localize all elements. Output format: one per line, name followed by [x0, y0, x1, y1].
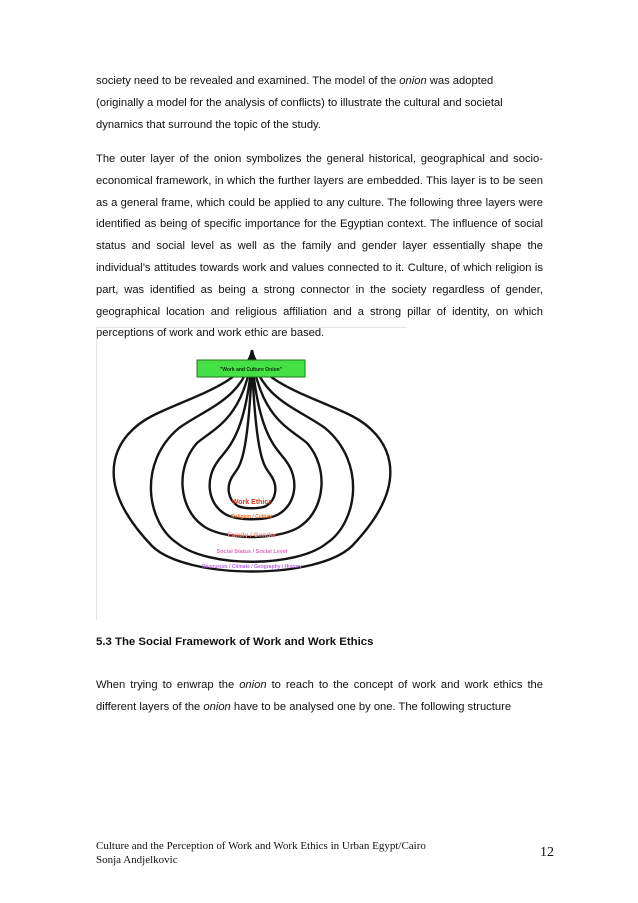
- layer-label-resources: Resources / Climate / Geography / History: [202, 564, 302, 570]
- intro-text-2: was adopted (originally a model for the analysis of conflicts) to illustrate the cultural and societal dynamics that surround the topic of the study.: [96, 75, 503, 131]
- intro-text-1: society need to be revealed and examined. The model of the: [96, 75, 400, 87]
- layer-label-social-status: Social Status / Social Level: [216, 549, 288, 555]
- onion-description-paragraph: The outer layer of the onion symbolizes the general historical, geographical and socio-economical framework, in which the further layers are embedded. This layer is to be seen as a general frame, which could be applied to any culture. The following three layers were identified as being of specific importance for the Egyptian context. The influence of social status and social level as well as the family and gender layer essentially shape the individual’s attitudes towards work and values connected to it. Culture, of which religion is part, was identified as being a strong connector in the society regardless of gender, geographical location and religious affiliation and a strong pillar of identity, on which perceptions of work and work ethic are based.: [96, 153, 543, 340]
- intro-paragraph: [96, 71, 543, 136]
- layer-label-family-gender: Family / Gender: [227, 532, 277, 539]
- footer-title: Culture and the Perception of Work and Work Ethics in Urban Egypt/Cairo: [96, 840, 426, 852]
- layer-label-work-ethics: Work Ethics: [231, 499, 273, 506]
- section-heading: 5.3 The Social Framework of Work and Work Ethics: [96, 636, 374, 648]
- onion-title: "Work and Culture Onion": [219, 367, 283, 373]
- section-text-1: When trying to enwrap the: [96, 679, 240, 691]
- onion-diagram: [97, 328, 407, 620]
- onion-emphasis-2: onion: [203, 700, 231, 713]
- section-paragraph: [96, 675, 543, 719]
- onion-figure: [96, 327, 407, 620]
- onion-emphasis: onion: [399, 75, 427, 87]
- section-text-3: have to be analysed one by one. The following structure: [230, 700, 512, 713]
- page-footer: [96, 840, 426, 867]
- page-number: 12: [540, 845, 554, 860]
- section-text-2: to reach to the concept of work and work ethics the different layers of the: [96, 679, 543, 713]
- onion-emphasis-1: onion: [239, 679, 267, 691]
- layer-label-religion-culture: Religion / Culture: [231, 514, 273, 520]
- footer-author: Sonja Andjelkovic: [96, 853, 178, 866]
